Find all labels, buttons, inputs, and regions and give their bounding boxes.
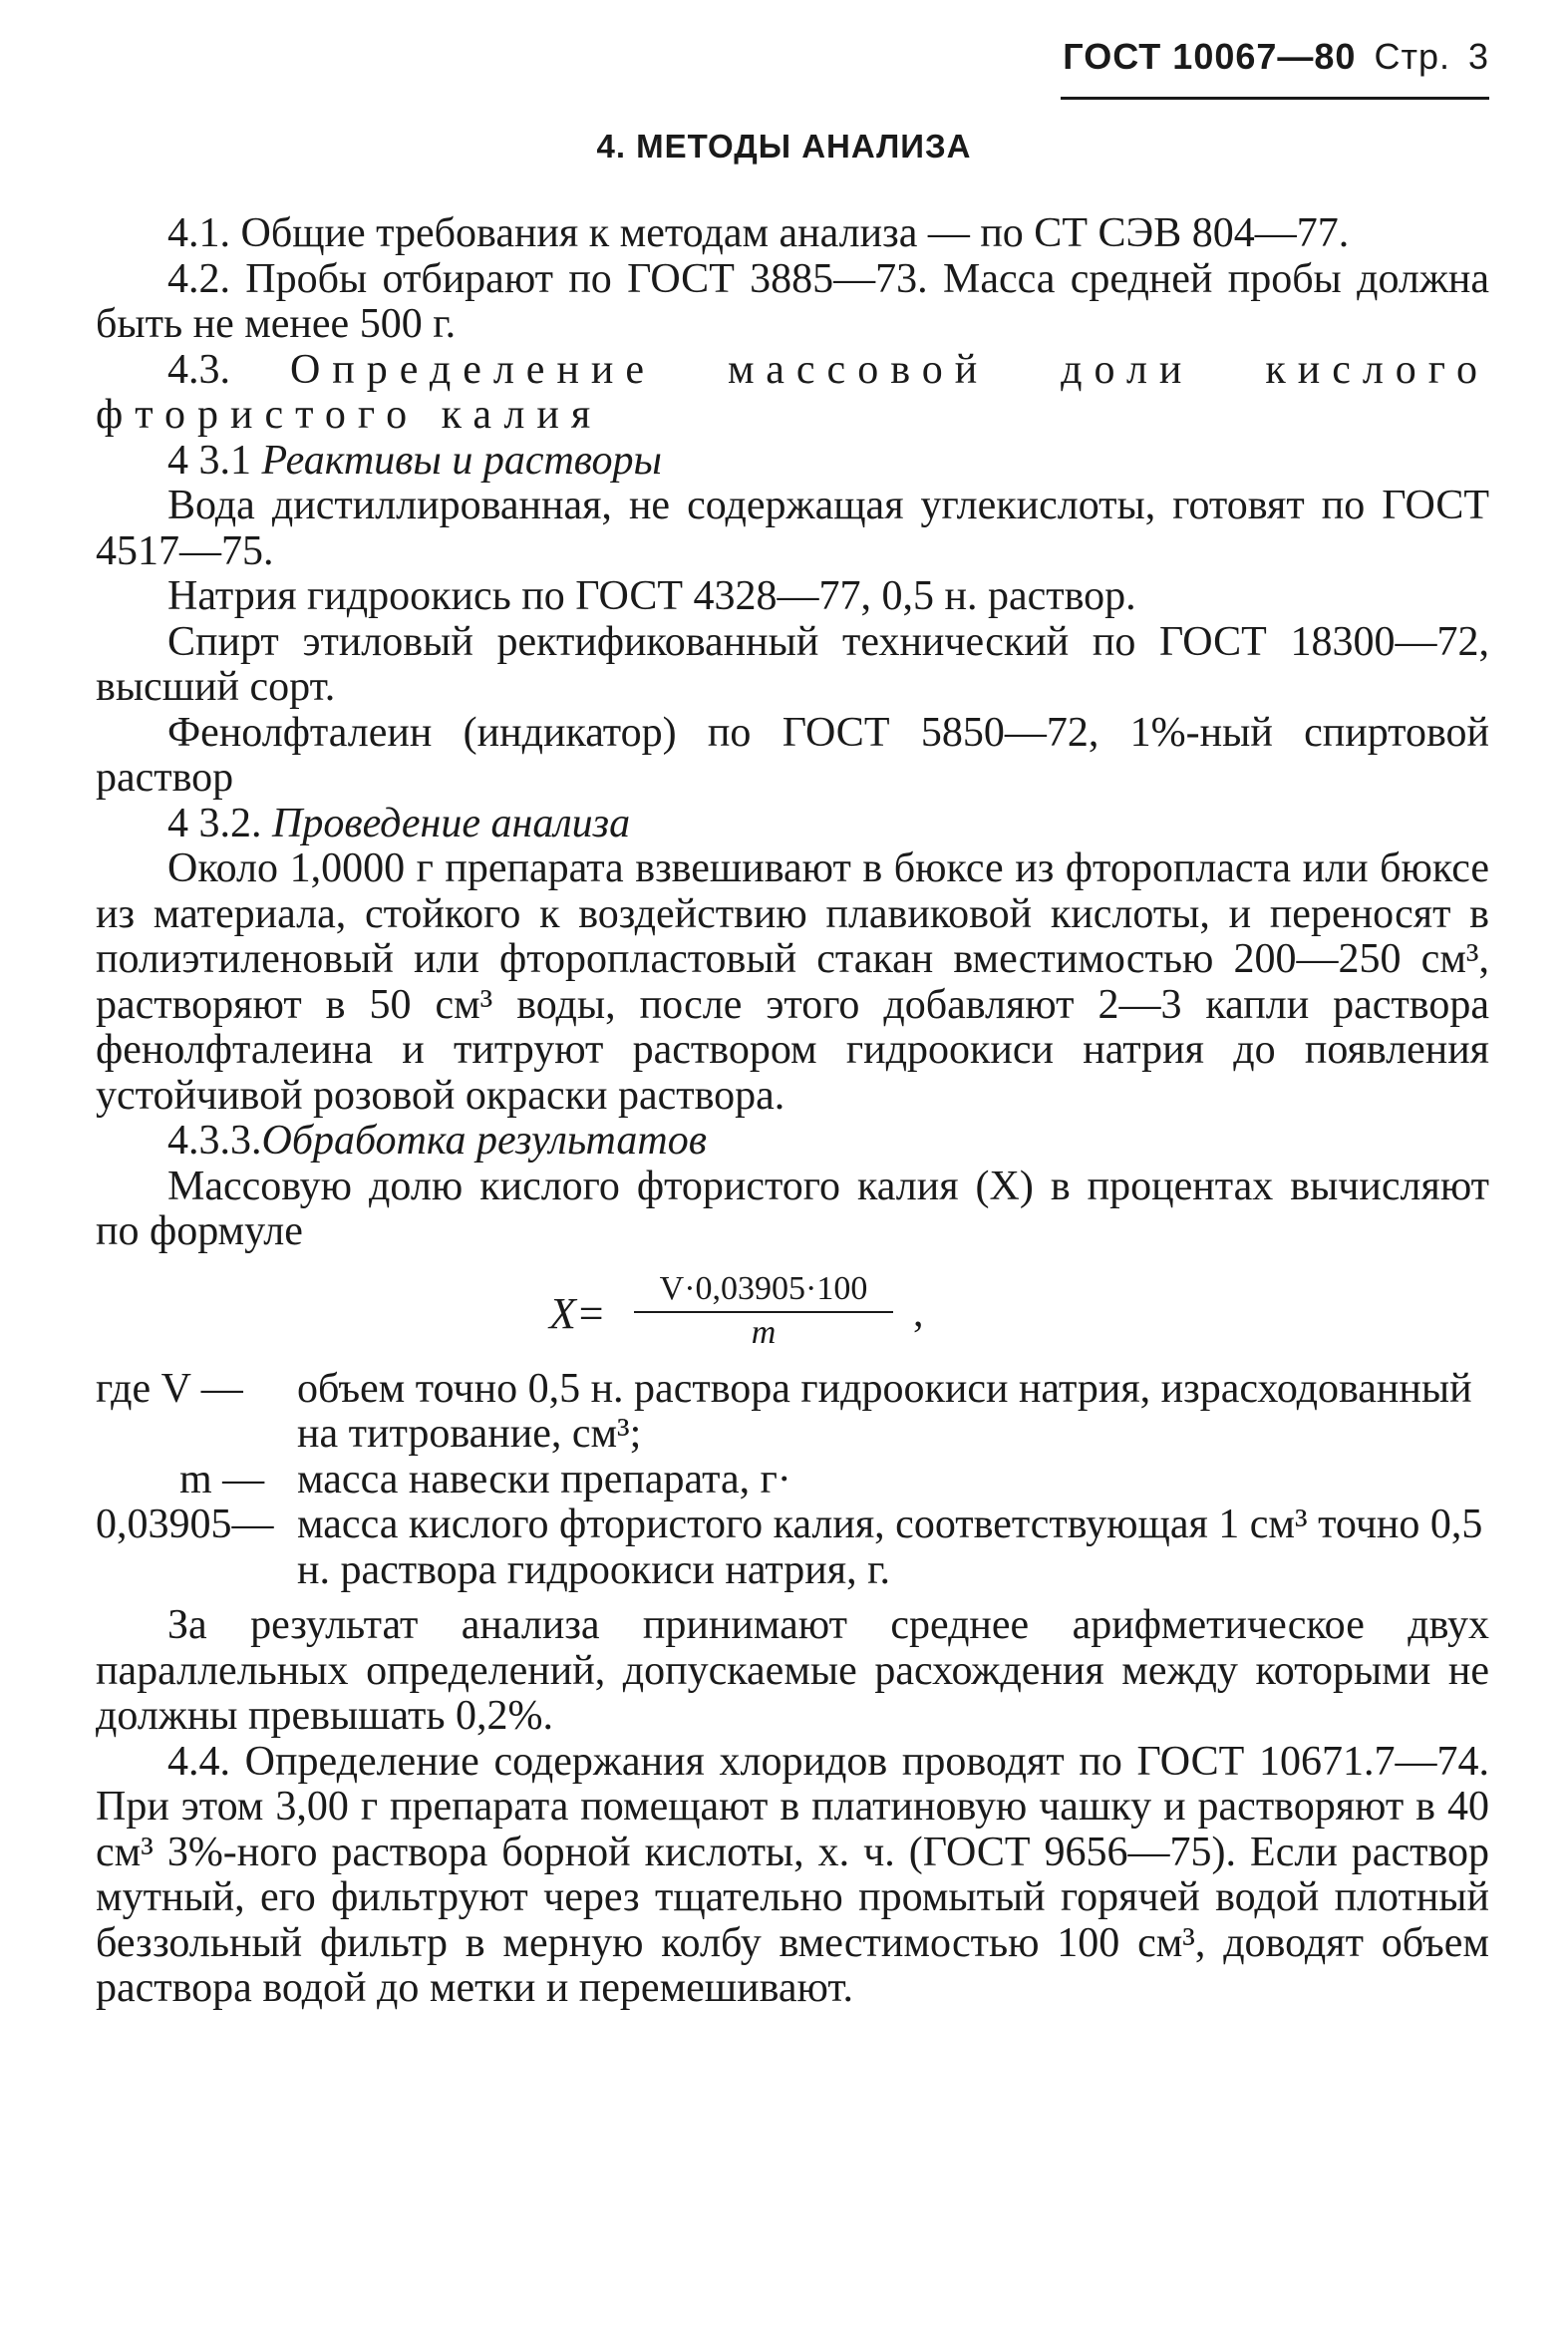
calculation-intro: Массовую долю кислого фтористого калия (X) в процентах вычисляют по формуле <box>96 1163 1489 1254</box>
paragraph-4-3-3 <box>96 1119 1489 1165</box>
where-term: где V — <box>96 1365 243 1412</box>
standard-number: ГОСТ 10067—80 <box>1063 36 1357 77</box>
section-title: 4. МЕТОДЫ АНАЛИЗА <box>596 128 972 165</box>
where-item <box>96 1502 1489 1593</box>
clause-number: 4.3.3. <box>167 1118 262 1164</box>
where-description: масса кислого фтористого калия, соответствующая 1 см³ точно 0,5 н. раствора гидроокиси натрия, г. <box>297 1502 1483 1593</box>
where-description: масса навески препарата, г· <box>297 1456 791 1502</box>
paragraph-4-3-1 <box>96 439 1489 485</box>
where-item <box>96 1458 1489 1503</box>
reagent-water: Вода дистиллированная, не содержащая углекислоты, готовят по ГОСТ 4517—75. <box>96 483 1489 574</box>
clause-heading: Проведение анализа <box>272 800 631 846</box>
reagent-phenolphthalein: Фенолфталеин (индикатор) по ГОСТ 5850—72, 1%-ный спиртовой раствор <box>96 709 1489 801</box>
formula <box>96 1269 1489 1357</box>
result-note: За результат анализа принимают среднее арифметическое двух параллельных определений, допускаемые расхождения между которыми не должны превышать 0,2%. <box>96 1602 1489 1739</box>
paragraph-4-3 <box>96 348 1489 439</box>
where-term: m — <box>179 1456 265 1502</box>
clause-number: 4 3.2. <box>167 800 272 846</box>
reagent-sodium-hydroxide: Натрия гидроокись по ГОСТ 4328—77, 0,5 н. раствор. <box>167 573 1136 619</box>
where-description: объем точно 0,5 н. раствора гидроокиси натрия, израсходованный на титрование, см³; <box>297 1365 1472 1457</box>
paragraph-4-2: 4.2. Пробы отбирают по ГОСТ 3885—73. Масса средней пробы должна быть не менее 500 г. <box>96 255 1489 347</box>
where-item <box>96 1367 1489 1458</box>
formula-numerator: V·0,03905·100 <box>634 1269 893 1313</box>
clause-heading: Обработка результатов <box>261 1118 707 1164</box>
body-text <box>96 211 1489 2012</box>
formula-denominator: m <box>751 1313 777 1351</box>
clause-number: 4 3.1 <box>167 437 262 484</box>
page-label: Стр. <box>1374 36 1450 77</box>
formula-fraction <box>634 1269 893 1353</box>
where-term: 0,03905— <box>96 1502 274 1547</box>
formula-comma: , <box>913 1289 924 1336</box>
clause-heading: Реактивы и растворы <box>261 437 662 484</box>
paragraph-4-1: 4.1. Общие требования к методам анализа — по СТ СЭВ 804—77. <box>167 210 1350 256</box>
page-number: 3 <box>1467 36 1489 77</box>
paragraph-4-3-2 <box>96 802 1489 847</box>
running-header <box>1061 36 1489 100</box>
clause-number: 4.3. <box>167 346 290 393</box>
clause-heading: Определение массовой доли кислого фтористого калия <box>96 346 1489 438</box>
formula-lhs: X= <box>549 1288 606 1338</box>
paragraph-4-4: 4.4. Определение содержания хлоридов проводят по ГОСТ 10671.7—74. При этом 3,00 г препарата помещают в платиновую чашку и растворяют в 40 см³ 3%-ного раствора борной кислоты, х. ч. (ГОСТ 9656—75). Если раствор мутный, его фильтруют через тщательно промытый горячей водой плотный беззольный фильтр в мерную колбу вместимостью 100 см³, доводят объем раствора водой до метки и перемешивают. <box>96 1738 1489 2011</box>
procedure-text: Около 1,0000 г препарата взвешивают в бюксе из фторопласта или бюксе из материала, стойкого к воздействию плавиковой кислоты, и переносят в полиэтиленовый или фторопластовый стакан вместимостью 200—250 см³, растворяют в 50 см³ воды, после этого добавляют 2—3 капли раствора фенолфталеина и титруют раствором гидроокиси натрия до появления устойчивой розовой окраски раствора. <box>96 845 1489 1119</box>
reagent-ethanol: Спирт этиловый ректификованный технический по ГОСТ 18300—72, высший сорт. <box>96 618 1489 710</box>
